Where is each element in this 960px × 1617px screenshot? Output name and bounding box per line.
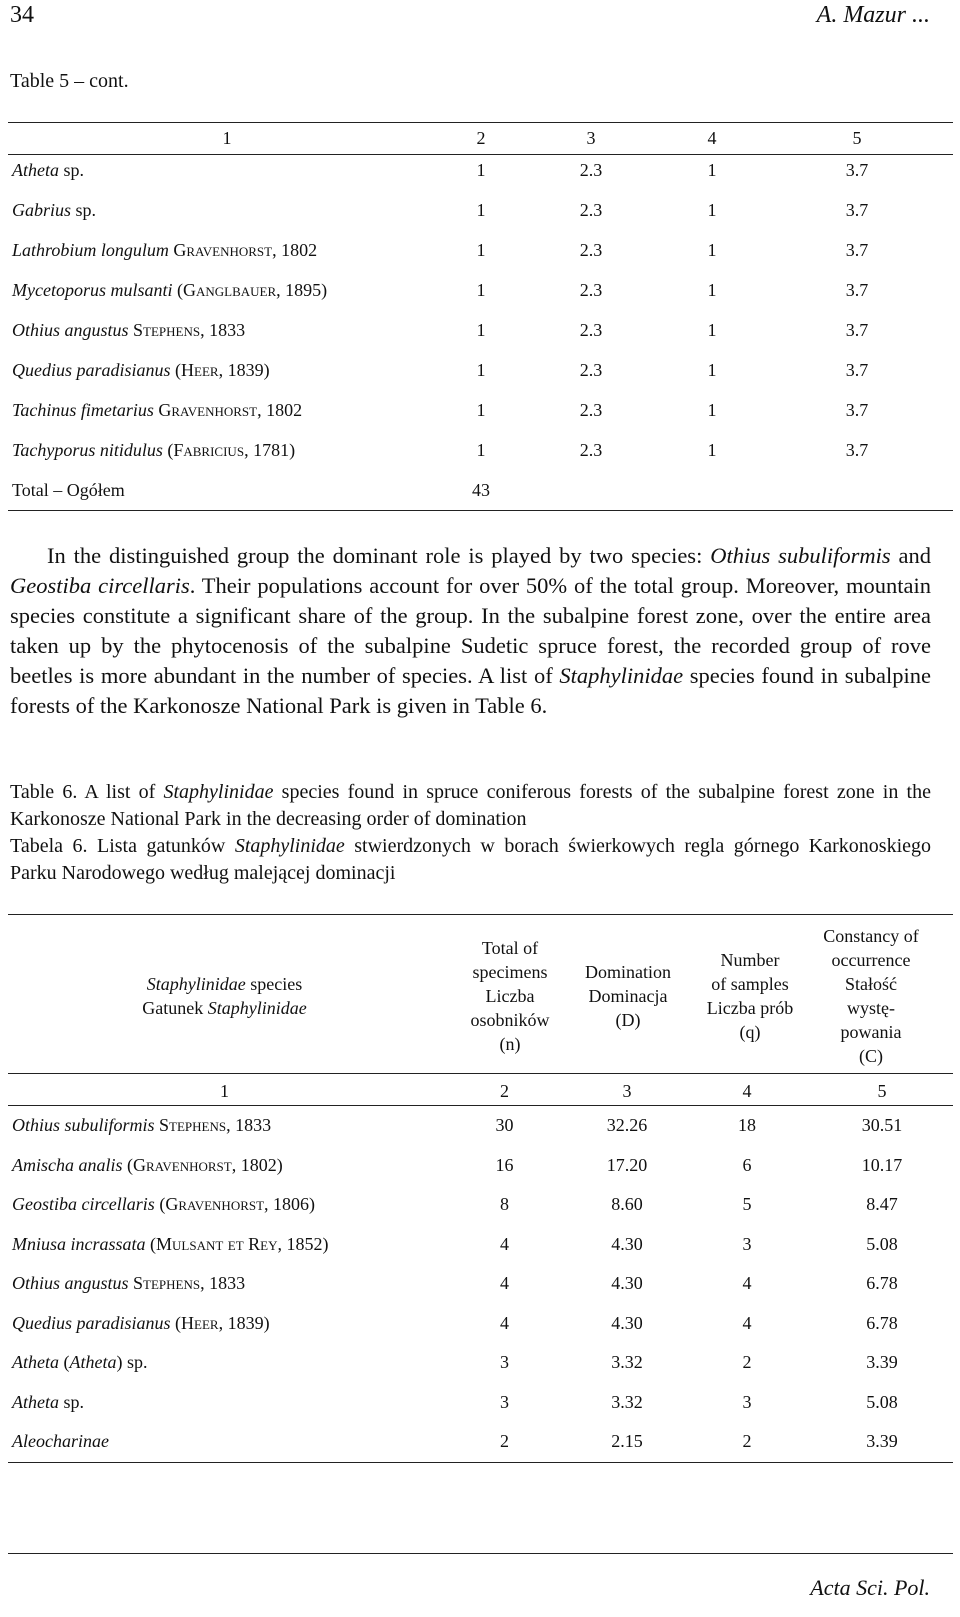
table6-col-numbers (12, 1076, 952, 1106)
footer-journal: Acta Sci. Pol. (810, 1575, 930, 1600)
header-line: Stałość (845, 974, 897, 994)
cell: 1 (476, 159, 486, 180)
cell: 1 (476, 399, 486, 420)
species-cell (12, 430, 442, 470)
table5-colnum: 4 (707, 127, 717, 148)
species-cell (12, 310, 442, 350)
table6-header-total (450, 922, 570, 1070)
species-name: Amischa analis (12, 1154, 123, 1175)
species-author: Stephens (133, 319, 201, 340)
species-author: Heer (181, 359, 219, 380)
species-author: Ganglbauer (182, 279, 277, 300)
table6-colnum: 3 (622, 1080, 632, 1101)
table-row (12, 1185, 952, 1225)
cell: 2.3 (579, 159, 603, 180)
header-line: Constancy of (823, 926, 919, 946)
footer-rule (8, 1553, 953, 1554)
table6-header-domination (572, 922, 684, 1070)
header-line (147, 972, 302, 996)
cell: 6 (742, 1154, 752, 1175)
header-line: Liczba (485, 986, 535, 1006)
species-author: Gravenhorst (158, 399, 258, 420)
table5-col-numbers (12, 126, 952, 150)
cell: 3.7 (845, 439, 869, 460)
caption-text: species found in spruce coniferous forests of the subalpine forest zone in the Karkonosze National Park in the decreasing order of domination (10, 781, 931, 830)
table-row (12, 350, 952, 390)
cell: 4 (500, 1312, 509, 1333)
table5 (12, 126, 952, 510)
species-cell (12, 1106, 437, 1146)
species-year: , 1852) (277, 1233, 329, 1254)
table-row (12, 1383, 952, 1423)
family-name: Staphylinidae (234, 835, 345, 857)
table-row (12, 1225, 952, 1265)
header-line: Liczba prób (706, 998, 794, 1018)
species-year: , 1802 (272, 239, 318, 260)
table6-caption-en (10, 779, 931, 833)
family-name: Staphylinidae (559, 663, 684, 688)
species-name: Atheta (12, 1352, 59, 1373)
species-name: Geostiba circellaris (10, 573, 190, 598)
cell: 1 (707, 279, 717, 300)
header-line: Dominacja (588, 986, 668, 1006)
header-line: (D) (615, 1010, 641, 1030)
species-year: , 1781) (244, 439, 296, 460)
header-line: (q) (739, 1022, 761, 1042)
species-year: , 1802 (257, 399, 303, 420)
species-name: Atheta (12, 1391, 59, 1412)
cell: 4.30 (611, 1273, 643, 1294)
cell: 1 (476, 319, 486, 340)
cell: 4 (742, 1312, 752, 1333)
cell: 1 (707, 439, 717, 460)
cell: 3.7 (845, 279, 869, 300)
header-line: Total of (481, 938, 539, 958)
cell: 30.51 (861, 1115, 903, 1136)
species-year: , 1802) (231, 1154, 283, 1175)
species-name: Tachyporus nitidulus (12, 439, 163, 460)
cell: 1 (476, 439, 486, 460)
species-name: Othius angustus (12, 319, 129, 340)
header-text: Staphylinidae (146, 974, 246, 994)
cell: 32.26 (606, 1115, 648, 1136)
species-name: Atheta (12, 159, 59, 180)
species-year: , 1833 (200, 1273, 246, 1294)
species-author: Gravenhorst (165, 1194, 265, 1215)
cell: 3 (500, 1352, 509, 1373)
header-text: species (245, 974, 303, 994)
species-cell (12, 1383, 437, 1423)
table5-colnum: 1 (222, 127, 232, 148)
header-line: specimens (472, 962, 548, 982)
species-year: , 1806) (264, 1194, 316, 1215)
cell: 3 (742, 1233, 752, 1254)
header-text: Staphylinidae (207, 998, 307, 1018)
cell: 3.7 (845, 359, 869, 380)
species-name: Lathrobium longulum (12, 239, 169, 260)
cell: 3.39 (866, 1431, 898, 1452)
species-author: Heer (181, 1312, 219, 1333)
table-row (12, 1343, 952, 1383)
cell: 1 (707, 319, 717, 340)
species-suffix: ) sp. (116, 1352, 148, 1373)
paragraph-text: . Their populations account for over 50% of the total group. Moreover, mountain species constitute a significant share of the group. In the subalpine forest zone, over the entire area taken up by the phytocenosis of the subalpine Sudetic spruce forest, the recorded group of rove beetles is more abundant in the number of species. A list of (10, 573, 931, 688)
table5-top-rule (8, 122, 953, 123)
species-author: Fabricius (173, 439, 245, 460)
header-line: Number (720, 950, 780, 970)
cell: 2 (742, 1431, 752, 1452)
cell: 2.3 (579, 439, 603, 460)
cell: 1 (707, 359, 717, 380)
running-head: A. Mazur ... (816, 2, 930, 28)
cell: 2.3 (579, 399, 603, 420)
species-name: Quedius paradisianus (12, 359, 171, 380)
paragraph-text: and (890, 543, 931, 568)
species-suffix: ( (172, 279, 183, 300)
species-name: Mniusa incrassata (12, 1233, 146, 1254)
species-suffix: ( (59, 1352, 70, 1373)
cell: 5.08 (866, 1391, 898, 1412)
paragraph-text: species found in subalpine forests of the Karkonosze National Park is given in Table 6. (10, 663, 931, 718)
table6-colnum: 5 (877, 1080, 887, 1101)
species-cell (12, 390, 442, 430)
species-name: Othius subuliformis (12, 1115, 155, 1136)
cell: 1 (707, 239, 717, 260)
cell: 3 (500, 1391, 509, 1412)
table6-colnum: 1 (220, 1080, 229, 1101)
species-suffix: sp. (59, 1391, 85, 1412)
table-row (12, 1304, 952, 1344)
header-line: (C) (859, 1046, 883, 1066)
cell: 3.32 (611, 1391, 643, 1412)
species-cell (12, 270, 442, 310)
family-name: Staphylinidae (163, 781, 274, 803)
cell: 6.78 (866, 1273, 898, 1294)
table-row (12, 390, 952, 430)
cell: 4 (500, 1273, 509, 1294)
header-line: of samples (711, 974, 789, 994)
species-suffix: ( (162, 439, 174, 460)
cell: 8 (500, 1194, 509, 1215)
table6 (12, 1076, 952, 1462)
table-row (12, 190, 952, 230)
cell: 3 (742, 1391, 752, 1412)
cell: 2.3 (579, 199, 603, 220)
page-number: 34 (10, 2, 34, 28)
species-year: , 1839) (218, 359, 270, 380)
cell: 2.3 (579, 359, 603, 380)
cell: 2.3 (579, 319, 603, 340)
species-cell (12, 230, 442, 270)
subgenus-name: Atheta (69, 1352, 117, 1373)
table-row (12, 1264, 952, 1304)
paragraph-text: In the distinguished group the dominant role is played by two species: (47, 543, 711, 568)
cell: 4 (742, 1273, 752, 1294)
table-row (12, 310, 952, 350)
species-year: , 1833 (226, 1115, 272, 1136)
species-author: Gravenhorst (173, 239, 273, 260)
cell: 2.15 (611, 1431, 643, 1452)
table6-bottom-rule (8, 1462, 953, 1463)
species-cell (12, 350, 442, 390)
header-line: Domination (585, 962, 671, 982)
cell: 2.3 (579, 239, 603, 260)
table-row (12, 430, 952, 470)
species-cell (12, 1343, 437, 1383)
species-cell (12, 1146, 437, 1186)
cell: 1 (476, 199, 486, 220)
species-cell (12, 1185, 437, 1225)
species-suffix: sp. (71, 199, 97, 220)
cell: 8.47 (866, 1194, 898, 1215)
table-row (12, 1146, 952, 1186)
table5-colnum: 3 (586, 127, 596, 148)
cell: 5 (742, 1194, 752, 1215)
species-name: Othius angustus (12, 1273, 129, 1294)
species-author: Stephens (159, 1115, 227, 1136)
species-cell (12, 190, 442, 230)
species-author: Stephens (133, 1273, 201, 1294)
table6-colnum: 2 (500, 1080, 509, 1101)
species-cell (12, 1264, 437, 1304)
cell: 1 (707, 159, 717, 180)
cell: 2.3 (579, 279, 603, 300)
cell: 30 (495, 1115, 514, 1136)
cell: 6.78 (866, 1312, 898, 1333)
cell: 16 (495, 1154, 514, 1175)
header-line: powania (840, 1022, 902, 1042)
species-suffix: ( (170, 359, 182, 380)
table6-top-rule (8, 914, 953, 915)
cell: 3.7 (845, 319, 869, 340)
species-name: Quedius paradisianus (12, 1312, 171, 1333)
cell: 1 (707, 199, 717, 220)
table-row (12, 230, 952, 270)
cell: 3.7 (845, 239, 869, 260)
header-line: wystę- (847, 998, 895, 1018)
table5-total-row (12, 470, 952, 510)
cell: 4.30 (611, 1312, 643, 1333)
table5-colnum: 2 (476, 127, 486, 148)
species-author: Mulsant et Rey (156, 1233, 278, 1254)
cell: 2 (742, 1352, 752, 1373)
table5-bottom-rule (8, 510, 953, 511)
cell: 2 (500, 1431, 509, 1452)
table5-caption: Table 5 – cont. (10, 70, 129, 92)
table-row (12, 1422, 952, 1462)
body-paragraph (10, 541, 931, 721)
cell: 5.08 (866, 1233, 898, 1254)
caption-text: stwierdzonych w borach świerkowych regla górnego Karkonoskiego Parku Narodowego według malejącej dominacji (10, 835, 932, 884)
cell: 1 (476, 239, 486, 260)
species-suffix: ( (122, 1154, 133, 1175)
species-cell (12, 150, 442, 190)
header-line (142, 996, 306, 1020)
cell: 4 (500, 1233, 509, 1254)
species-cell (12, 1225, 437, 1265)
table6-colnum: 4 (742, 1080, 752, 1101)
species-name: Geostiba circellaris (12, 1194, 155, 1215)
cell: 3.7 (845, 399, 869, 420)
species-name: Gabrius (12, 199, 72, 220)
cell: 8.60 (611, 1194, 643, 1215)
caption-text: Table 6. A list of (10, 781, 164, 803)
species-name: Mycetoporus mulsanti (12, 279, 173, 300)
table-row (12, 1106, 952, 1146)
cell: 17.20 (606, 1154, 648, 1175)
cell: 18 (738, 1115, 756, 1136)
table-row (12, 150, 952, 190)
cell: 4.30 (611, 1233, 643, 1254)
header-line: occurrence (831, 950, 911, 970)
species-year: , 1833 (200, 319, 246, 340)
cell: 3.7 (845, 199, 869, 220)
species-author: Gravenhorst (133, 1154, 232, 1175)
table6-caption-pl (10, 833, 931, 887)
table6-caption (10, 779, 931, 887)
cell: 1 (707, 399, 717, 420)
total-label: Total – Ogółem (12, 479, 125, 500)
table5-colnum: 5 (852, 127, 862, 148)
table6-header-constancy (806, 922, 936, 1070)
species-suffix: ( (145, 1233, 157, 1254)
cell: 3.39 (866, 1352, 898, 1373)
total-value: 43 (472, 479, 490, 500)
species-suffix: ( (170, 1312, 182, 1333)
cell: 1 (476, 359, 486, 380)
species-name: Othius subuliformis (710, 543, 891, 568)
cell: 3.7 (845, 159, 869, 180)
species-cell (12, 1304, 437, 1344)
table6-header-samples (690, 922, 810, 1070)
header-line: (n) (499, 1034, 521, 1054)
species-name: Aleocharinae (12, 1431, 109, 1452)
species-year: , 1839) (218, 1312, 270, 1333)
cell: 10.17 (861, 1154, 903, 1175)
species-suffix: ( (154, 1194, 166, 1215)
header-line: osobników (470, 1010, 550, 1030)
table6-header-rule (8, 1073, 953, 1074)
table-row (12, 270, 952, 310)
species-year: , 1895) (276, 279, 328, 300)
caption-text: Tabela 6. Lista gatunków (10, 835, 235, 857)
species-name: Tachinus fimetarius (12, 399, 154, 420)
cell: 3.32 (611, 1352, 643, 1373)
header-text: Gatunek (142, 998, 208, 1018)
cell: 1 (476, 279, 486, 300)
species-cell (12, 1422, 437, 1462)
table6-header-species (12, 922, 437, 1070)
species-suffix: sp. (59, 159, 85, 180)
